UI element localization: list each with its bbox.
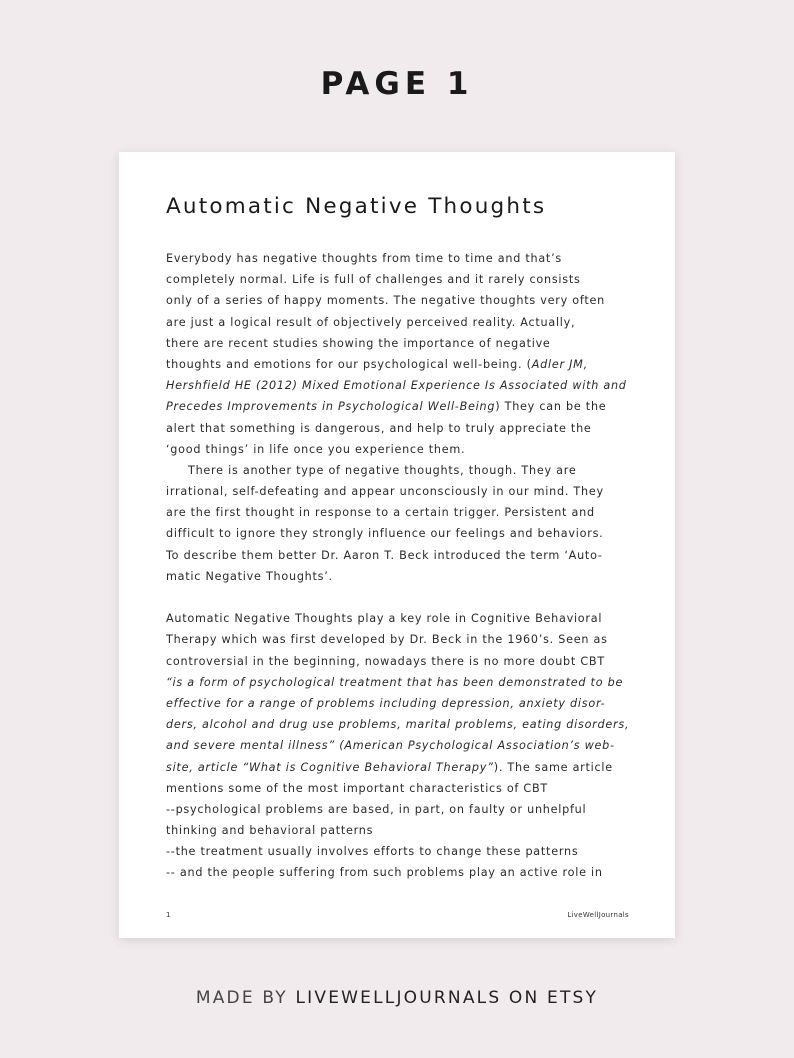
body-line <box>166 396 636 417</box>
citation-text: Adler JM, <box>531 357 588 371</box>
quote-text: and severe mental illness” ( <box>166 739 345 753</box>
citation-text: site, article “What is Cognitive Behavioral Therapy” <box>166 760 494 774</box>
citation-text: American Psychological Association’s web- <box>344 739 615 753</box>
document-title: Automatic Negative Thoughts <box>166 194 547 219</box>
credit-shop: LIVEWELLJOURNALS ON ETSY <box>295 988 599 1008</box>
body-line: Therapy which was first developed by Dr. Beck in the 1960’s. Seen as <box>166 633 608 647</box>
body-line <box>166 757 636 778</box>
quote-line: ders, alcohol and drug use problems, marital problems, eating disorders, <box>166 718 630 732</box>
quote-line: effective for a range of problems including depression, anxiety disor- <box>166 696 606 710</box>
body-line: -- and the people suffering from such problems play an active role in <box>166 866 603 880</box>
text-run: ) They can be the <box>495 400 607 414</box>
body-line: --psychological problems are based, in part, on faulty or unhelpful <box>166 802 587 816</box>
citation-text: Precedes Improvements in Psychological Well-Being <box>166 400 496 414</box>
quote-line: “is a form of psychological treatment that has been demonstrated to be <box>166 675 624 689</box>
citation-text: Hershfield HE (2012) Mixed Emotional Experience Is Associated with and <box>166 379 627 393</box>
body-line: mentions some of the most important characteristics of CBT <box>166 781 548 795</box>
body-line: only of a series of happy moments. The negative thoughts very often <box>166 294 605 308</box>
body-line <box>166 735 636 756</box>
text-run: ). The same article <box>493 760 613 774</box>
body-line: completely normal. Life is full of challenges and it rarely consists <box>166 273 581 287</box>
body-line: are just a logical result of objectively perceived reality. Actually, <box>166 315 576 329</box>
document-body <box>166 248 636 884</box>
body-line: --the treatment usually involves efforts to change these patterns <box>166 845 579 859</box>
body-line: there are recent studies showing the importance of negative <box>166 336 551 350</box>
body-line: thinking and behavioral patterns <box>166 824 374 838</box>
credit-line <box>0 988 794 1008</box>
credit-prefix: MADE BY <box>195 988 288 1008</box>
document-page <box>119 152 675 938</box>
page-label: PAGE 1 <box>320 66 474 102</box>
body-line: Automatic Negative Thoughts play a key role in Cognitive Behavioral <box>166 612 603 626</box>
page-number: 1 <box>166 911 171 919</box>
body-line: There is another type of negative thoughts, though. They are <box>188 463 577 477</box>
body-line: alert that something is dangerous, and help to truly appreciate the <box>166 421 592 435</box>
paragraph-gap <box>166 587 636 608</box>
body-line: matic Negative Thoughts’. <box>166 569 333 583</box>
body-line: controversial in the beginning, nowadays there is no more doubt CBT <box>166 654 605 668</box>
body-line <box>166 354 636 375</box>
body-line: difficult to ignore they strongly influence our feelings and behaviors. <box>166 527 604 541</box>
text-run: thoughts and emotions for our psychological well-being. ( <box>166 357 532 371</box>
body-line: Everybody has negative thoughts from time to time and that’s <box>166 252 562 265</box>
body-line: ‘good things’ in life once you experience them. <box>166 442 466 456</box>
body-line: To describe them better Dr. Aaron T. Beck introduced the term ‘Auto- <box>166 548 603 562</box>
body-line: are the first thought in response to a certain trigger. Persistent and <box>166 506 595 520</box>
footer-brand: LiveWellJournals <box>567 911 629 919</box>
body-line: irrational, self-defeating and appear unconsciously in our mind. They <box>166 485 604 499</box>
